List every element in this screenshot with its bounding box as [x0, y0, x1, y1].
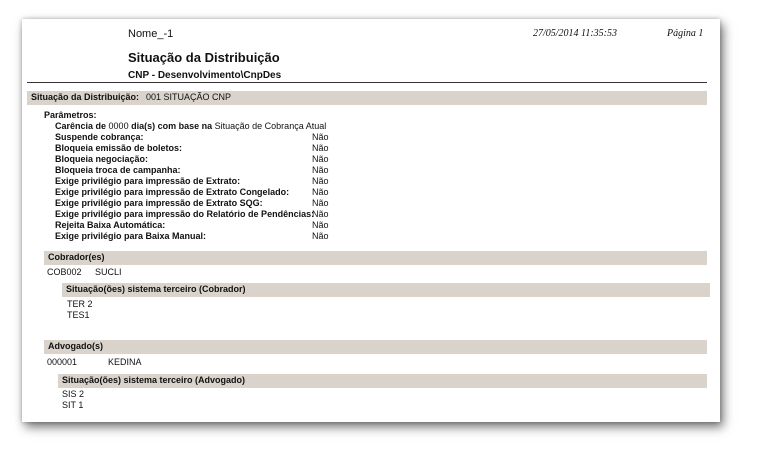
carencia-line — [55, 121, 326, 131]
situacao-value: 001 SITUAÇÃO CNP — [146, 92, 232, 102]
param-label: Bloqueia emissão de boletos: — [55, 143, 183, 153]
param-value: Não — [312, 143, 329, 153]
carencia-days: 0000 — [108, 121, 129, 131]
cobrador-situacao-item: TES1 — [67, 310, 90, 320]
cobrador-situacoes-title: Situação(ões) sistema terceiro (Cobrador) — [66, 284, 246, 294]
carencia-suffix: Situação de Cobrança Atual — [214, 121, 327, 131]
header-divider — [27, 82, 707, 83]
param-value: Não — [312, 198, 329, 208]
cobradores-title: Cobrador(es) — [48, 252, 105, 262]
param-label: Suspende cobrança: — [55, 132, 144, 142]
cobrador-situacoes-band — [62, 283, 710, 297]
param-value: Não — [312, 187, 329, 197]
param-value: Não — [312, 231, 329, 241]
param-label: Bloqueia negociação: — [55, 154, 149, 164]
param-label: Exige privilégio para impressão de Extrato SQG: — [55, 198, 263, 208]
param-value: Não — [312, 220, 329, 230]
timestamp: 27/05/2014 11:35:53 — [533, 28, 617, 39]
advogado-situacoes-title: Situação(ões) sistema terceiro (Advogado) — [62, 375, 246, 385]
report-title: Situação da Distribuição — [128, 50, 280, 65]
param-label: Rejeita Baixa Automática: — [55, 220, 166, 230]
advogado-code: 000001 — [47, 357, 78, 367]
cobradores-band — [44, 251, 707, 265]
advogado-situacao-item: SIS 2 — [62, 389, 85, 399]
param-label: Exige privilégio para impressão de Extrato: — [55, 176, 241, 186]
advogado-name: KEDINA — [108, 357, 142, 367]
advogado-situacao-item: SIT 1 — [62, 400, 84, 410]
advogado-situacoes-band — [58, 374, 707, 388]
param-label: Exige privilégio para Baixa Manual: — [55, 231, 207, 241]
page-number: Página 1 — [667, 28, 704, 39]
cobrador-code: COB002 — [47, 267, 82, 277]
carencia-prefix: Carência de — [55, 121, 107, 131]
advogados-title: Advogado(s) — [48, 341, 103, 351]
param-value: Não — [312, 165, 329, 175]
cobrador-situacao-item: TER 2 — [67, 299, 93, 309]
cobrador-name: SUCLI — [95, 267, 122, 277]
param-value: Não — [312, 176, 329, 186]
param-label: Exige privilégio para impressão do Relatório de Pendências: — [55, 209, 315, 219]
param-label: Exige privilégio para impressão de Extrato Congelado: — [55, 187, 290, 197]
document-name: Nome_-1 — [128, 28, 174, 40]
situacao-label: Situação da Distribuição: — [31, 92, 140, 102]
situacao-band — [27, 91, 707, 105]
carencia-middle: dia(s) com base na — [131, 121, 213, 131]
param-value: Não — [312, 154, 329, 164]
param-value: Não — [312, 132, 329, 142]
parametros-title: Parâmetros: — [44, 110, 97, 120]
param-label: Bloqueia troca de campanha: — [55, 165, 181, 175]
report-page — [22, 19, 720, 422]
param-value: Não — [312, 209, 329, 219]
report-subtitle: CNP - Desenvolvimento\CnpDes — [128, 70, 282, 81]
advogados-band — [44, 340, 707, 354]
